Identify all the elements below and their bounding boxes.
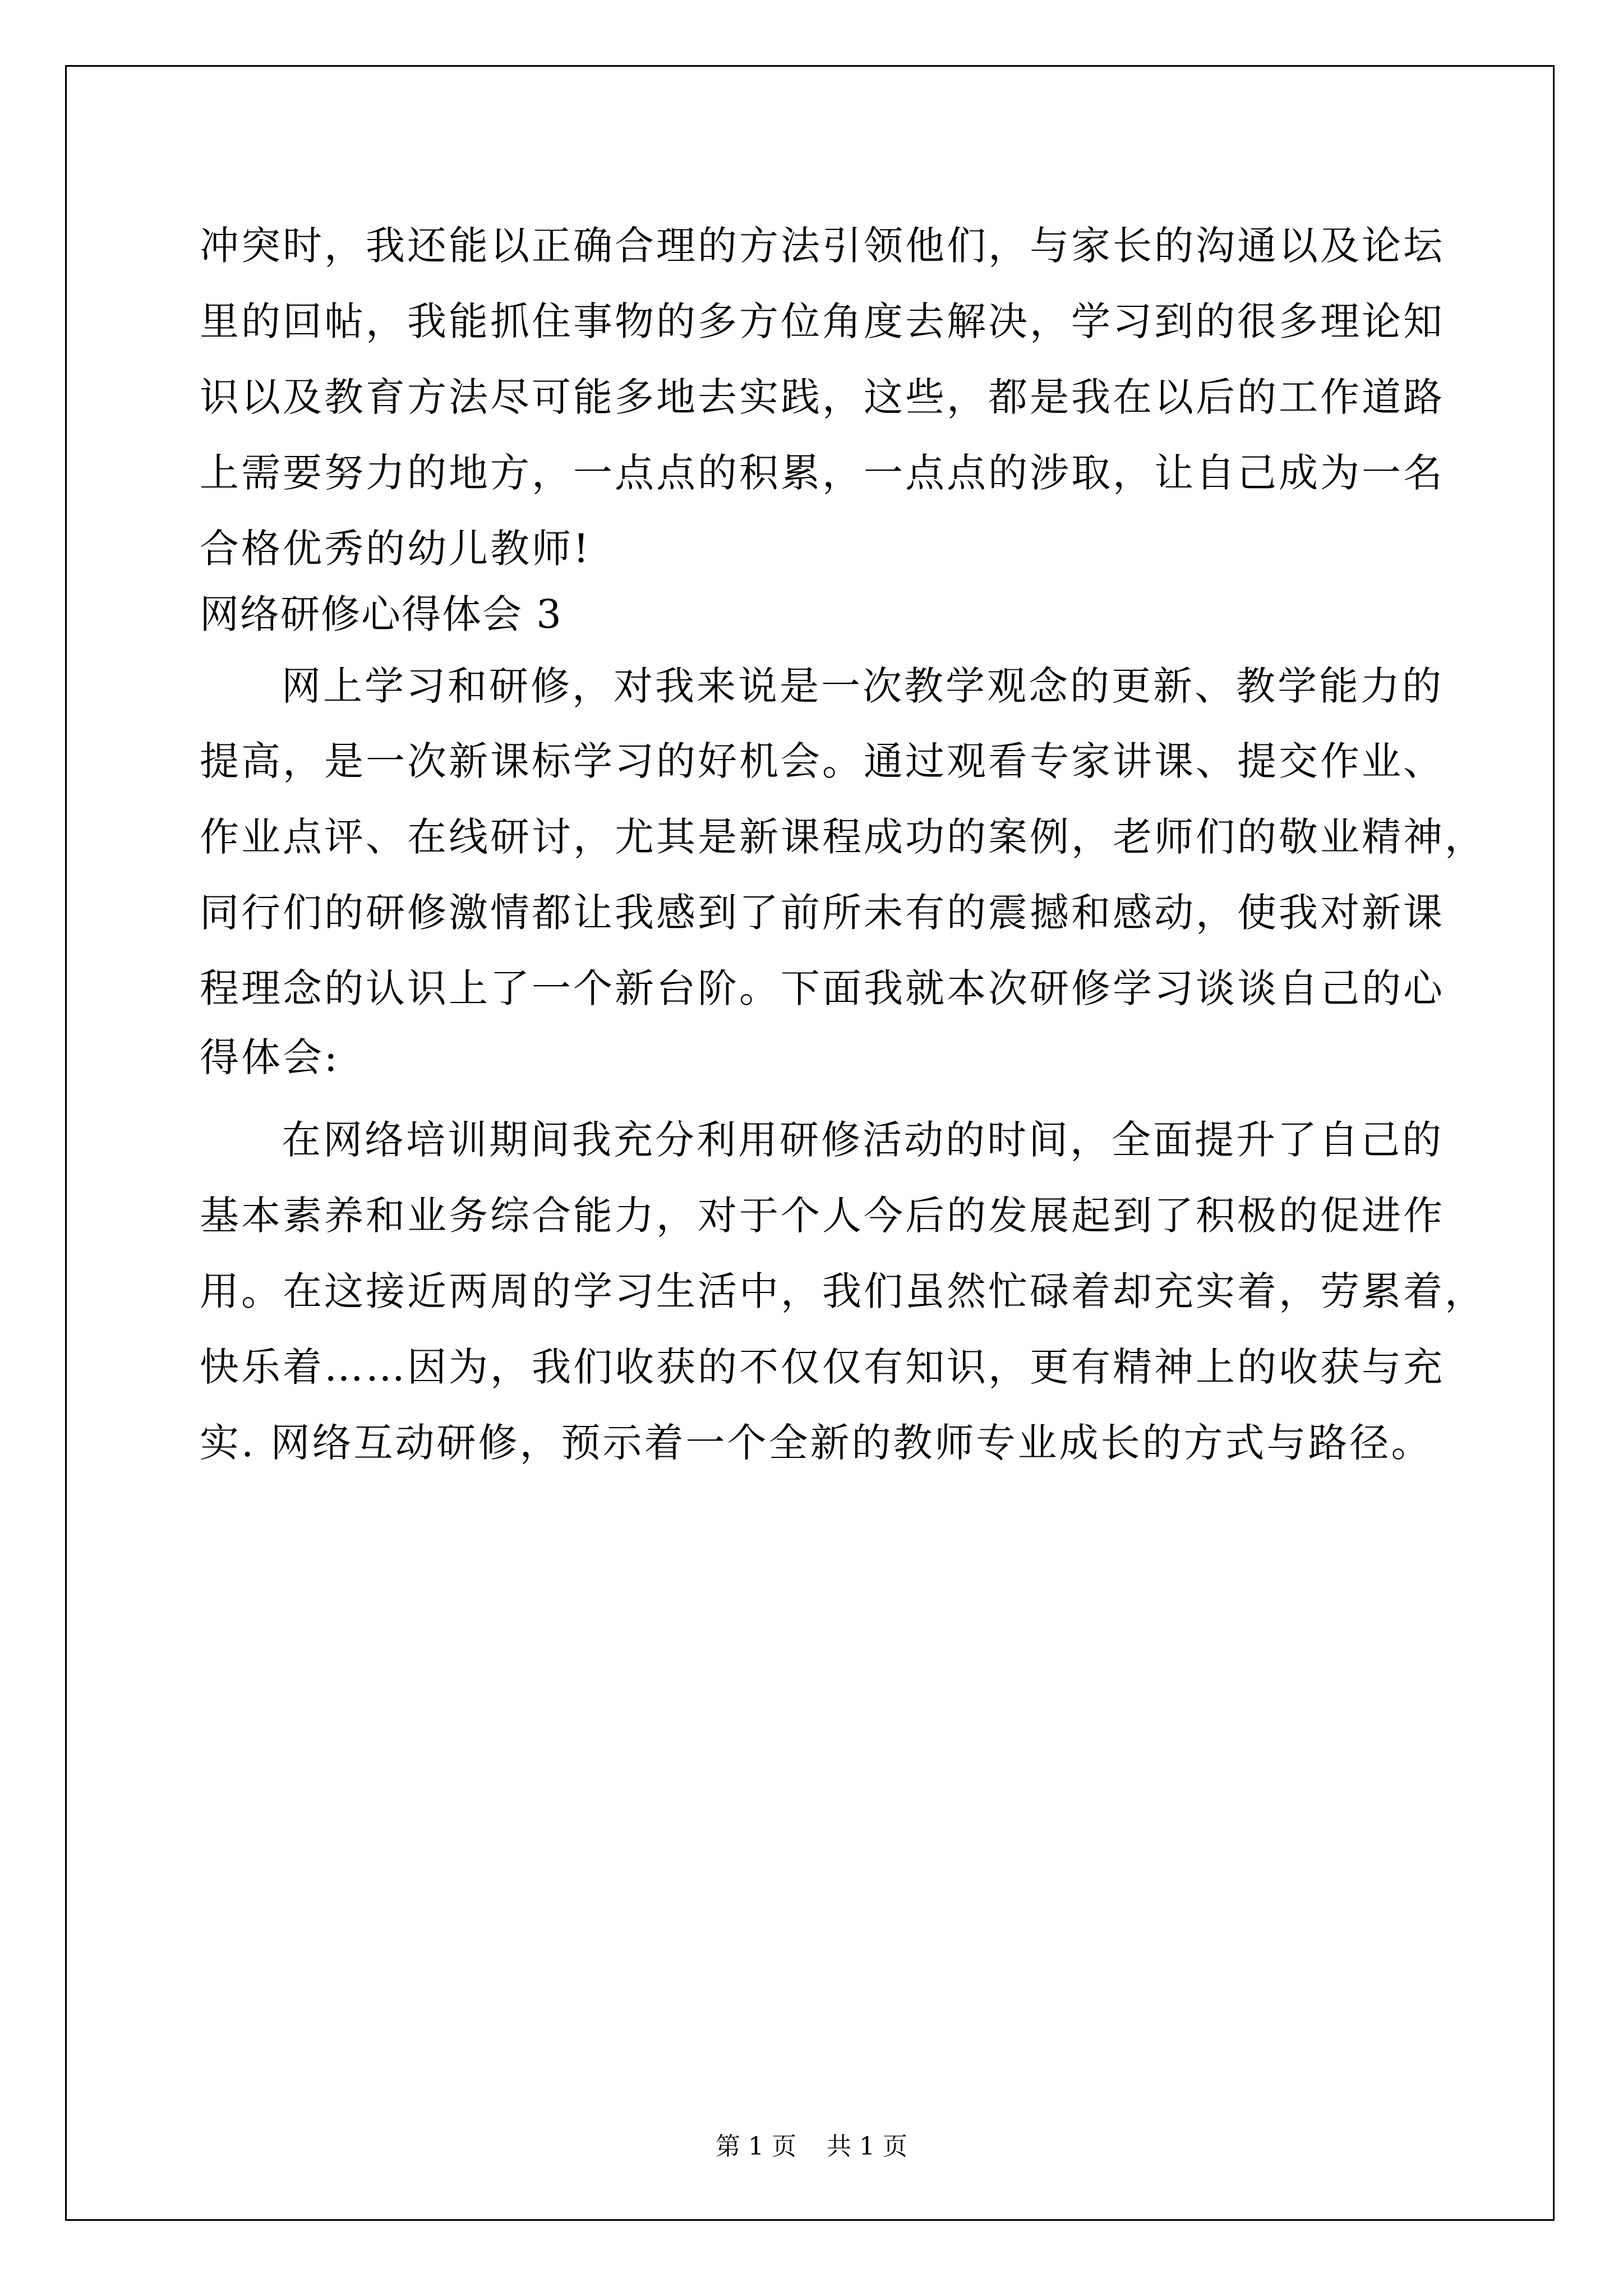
body-line: 快乐着……因为，我们收获的不仅仅有知识，更有精神上的收获与充	[200, 1344, 1445, 1390]
total-pages: 共 1 页	[827, 2132, 907, 2161]
body-line: 程理念的认识上了一个新台阶。下面我就本次研修学习谈谈自己的心	[200, 965, 1445, 1011]
body-line: 得体会:	[200, 1034, 340, 1080]
section-heading: 网络研修心得体会 3	[200, 591, 562, 637]
page-number: 第 1 页	[716, 2132, 796, 2161]
body-line: 上需要努力的地方，一点点的积累，一点点的涉取，让自己成为一名	[200, 450, 1445, 496]
paragraph-first-line: 在网络培训期间我充分利用研修活动的时间，全面提升了自己的	[282, 1117, 1444, 1163]
body-line: 识以及教育方法尽可能多地去实践，这些，都是我在以后的工作道路	[200, 374, 1445, 420]
paragraph-first-line: 网上学习和研修，对我来说是一次教学观念的更新、教学能力的	[282, 663, 1444, 709]
body-line: 同行们的研修激情都让我感到了前所未有的震撼和感动，使我对新课	[200, 890, 1445, 936]
body-line: 实. 网络互动研修，预示着一个全新的教师专业成长的方式与路径。	[200, 1420, 1433, 1466]
body-line: 用。在这接近两周的学习生活中，我们虽然忙碌着却充实着，劳累着，	[200, 1268, 1486, 1314]
body-line: 合格优秀的幼儿教师!	[200, 526, 592, 572]
body-line: 冲突时，我还能以正确合理的方法引领他们，与家长的沟通以及论坛	[200, 223, 1445, 269]
body-line: 作业点评、在线研讨，尤其是新课程成功的案例，老师们的敬业精神，	[200, 814, 1486, 860]
body-line: 里的回帖，我能抓住事物的多方位角度去解决，学习到的很多理论知	[200, 298, 1445, 344]
body-line: 提高，是一次新课标学习的好机会。通过观看专家讲课、提交作业、	[200, 738, 1445, 784]
page-footer	[0, 2126, 1623, 2162]
body-line: 基本素养和业务综合能力，对于个人今后的发展起到了积极的促进作	[200, 1193, 1445, 1239]
